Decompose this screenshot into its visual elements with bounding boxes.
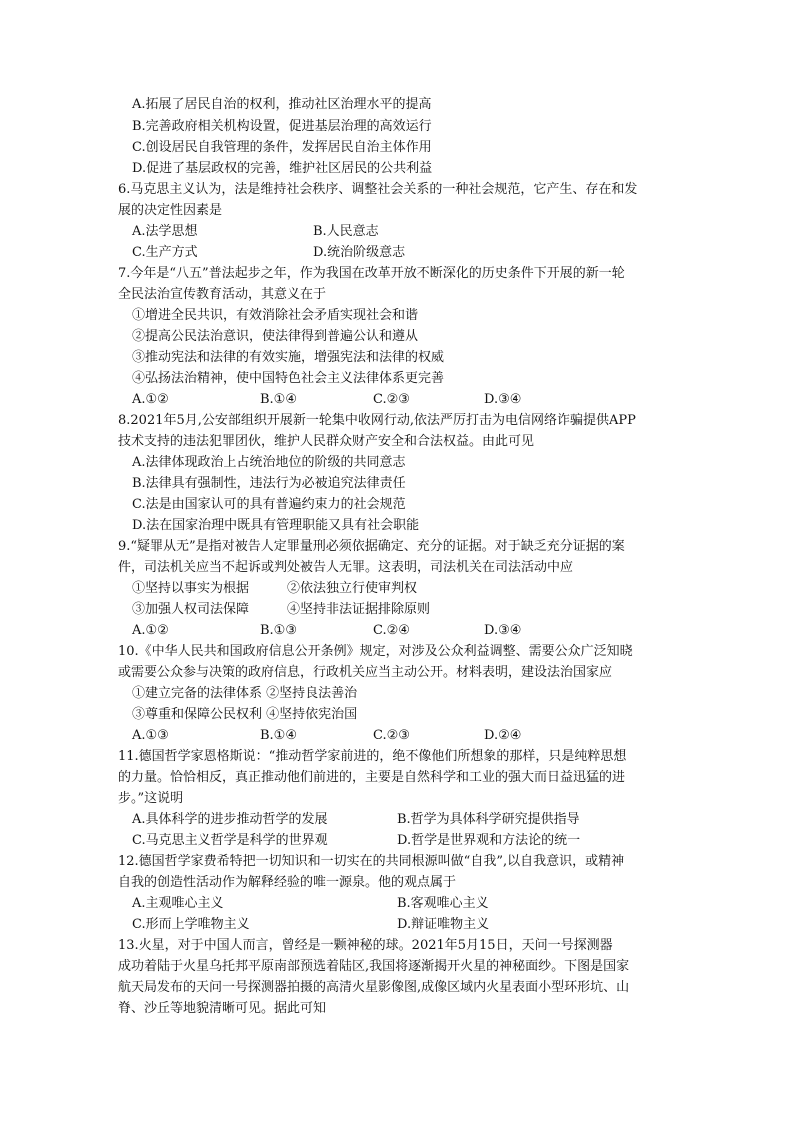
q7-option-a: A.①② [132, 392, 169, 407]
q12-option-d: D.辩证唯物主义 [397, 917, 490, 932]
q7-statement-3: ③推动宪法和法律的有效实施，增强宪法和法律的权威 [132, 350, 445, 365]
q10-option-b: B.①④ [260, 728, 297, 743]
q8-stem-2: 技术支持的违法犯罪团伙，维护人民群众财产安全和合法权益。由此可见 [118, 434, 535, 449]
q13-stem-1: 13.火星，对于中国人而言，曾经是一颗神秘的球。2021年5月15日，天问一号探测器 [118, 938, 613, 953]
q11-option-c: C.马克思主义哲学是科学的世界观 [132, 833, 328, 848]
q10-option-d: D.②④ [484, 728, 522, 743]
q6-option-b: B.人民意志 [313, 224, 379, 239]
q12-stem-1: 12.德国哲学家费希特把一切知识和一切实在的共同根源叫做“自我”,以自我意识，或精神 [118, 854, 625, 869]
q11-stem-3: 步。”这说明 [118, 791, 184, 806]
q10-stem-2: 或需要公众参与决策的政府信息，行政机关应当主动公开。材料表明，建设法治国家应 [118, 665, 613, 680]
q9-stem-1: 9.“疑罪从无”是指对被告人定罪量刑必须依据确定、充分的证据。对于缺乏充分证据的案 [118, 539, 625, 554]
q5-option-b: B.完善政府相关机构设置，促进基层治理的高效运行 [132, 119, 432, 134]
q7-stem-1: 7.今年是“八五”普法起步之年，作为我国在改革开放不断深化的历史条件下开展的新一轮 [118, 266, 625, 281]
q10-statements-1-2: ①建立完备的法律体系 ②坚持良法善治 [132, 686, 358, 701]
q8-stem-1: 8.2021年5月,公安部组织开展新一轮集中收网行动,依法严厉打击为电信网络诈骗提供APP [118, 413, 636, 428]
q13-stem-2: 成功着陆于火星乌托邦平原南部预选着陆区,我国将逐渐揭开火星的神秘面纱。下图是国家 [118, 959, 630, 974]
q12-option-b: B.客观唯心主义 [397, 896, 489, 911]
q7-option-d: D.③④ [484, 392, 522, 407]
q13-stem-3: 航天局发布的天问一号探测器拍摄的高清火星影像图,成像区域内火星表面小型环形坑、山 [118, 980, 630, 995]
q7-stem-2: 全民法治宣传教育活动，其意义在于 [118, 287, 327, 302]
q12-stem-2: 自我的创造性活动作为解释经验的唯一源泉。他的观点属于 [118, 875, 457, 890]
q11-option-d: D.哲学是世界观和方法论的统一 [397, 833, 581, 848]
q12-option-a: A.主观唯心主义 [132, 896, 224, 911]
q12-option-c: C.形而上学唯物主义 [132, 917, 250, 932]
q9-statement-3: ③加强人权司法保障 [132, 602, 250, 617]
q5-option-c: C.创设居民自我管理的条件，发挥居民自治主体作用 [132, 140, 432, 155]
q7-option-c: C.②③ [373, 392, 410, 407]
q10-statements-3-4: ③尊重和保障公民权利 ④坚持依宪治国 [132, 707, 358, 722]
q8-option-a: A.法律体现政治上占统治地位的阶级的共同意志 [132, 455, 406, 470]
q9-statement-1: ①坚持以事实为根据 [132, 581, 250, 596]
q10-option-a: A.①③ [132, 728, 169, 743]
q10-option-c: C.②③ [373, 728, 410, 743]
q5-option-d: D.促进了基层政权的完善，维护社区居民的公共利益 [132, 161, 433, 176]
q8-option-d: D.法在国家治理中既具有管理职能又具有社会职能 [132, 518, 420, 533]
q6-option-a: A.法学思想 [132, 224, 198, 239]
q13-stem-4: 脊、沙丘等地貌清晰可见。据此可知 [118, 1001, 327, 1016]
q6-stem-2: 展的决定性因素是 [118, 203, 223, 218]
q11-stem-1: 11.德国哲学家恩格斯说：“推动哲学家前进的，绝不像他们所想象的那样，只是纯粹思想 [118, 749, 627, 764]
q7-statement-1: ①增进全民共识，有效消除社会矛盾实现社会和谐 [132, 308, 419, 323]
q6-stem-1: 6.马克思主义认为，法是维持社会秩序、调整社会关系的一种社会规范，它产生、存在和发 [118, 182, 638, 197]
q9-option-a: A.①② [132, 623, 169, 638]
q11-stem-2: 的力量。恰恰相反，真正推动他们前进的，主要是自然科学和工业的强大而日益迅猛的进 [118, 770, 626, 785]
q6-option-c: C.生产方式 [132, 245, 198, 260]
q7-statement-2: ②提高公民法治意识，使法律得到普遍公认和遵从 [132, 329, 419, 344]
q9-statement-4: ④坚持非法证据排除原则 [287, 602, 431, 617]
q9-stem-2: 件，司法机关应当不起诉或判处被告人无罪。这表明，司法机关在司法活动中应 [118, 560, 574, 575]
q10-stem-1: 10.《中华人民共和国政府信息公开条例》规定，对涉及公众利益调整、需要公众广泛知晓 [118, 644, 633, 659]
q9-option-c: C.②④ [373, 623, 410, 638]
q7-statement-4: ④弘扬法治精神，使中国特色社会主义法律体系更完善 [132, 371, 445, 386]
q8-option-c: C.法是由国家认可的具有普遍约束力的社会规范 [132, 497, 406, 512]
q7-option-b: B.①④ [260, 392, 297, 407]
q6-option-d: D.统治阶级意志 [313, 245, 406, 260]
q5-option-a: A.拓展了居民自治的权利，推动社区治理水平的提高 [132, 97, 432, 112]
q9-option-d: D.③④ [484, 623, 522, 638]
q9-option-b: B.①③ [260, 623, 297, 638]
q11-option-b: B.哲学为具体科学研究提供指导 [397, 812, 580, 827]
q8-option-b: B.法律具有强制性，违法行为必被追究法律责任 [132, 476, 406, 491]
q9-statement-2: ②依法独立行使审判权 [287, 581, 418, 596]
q11-option-a: A.具体科学的进步推动哲学的发展 [132, 812, 328, 827]
